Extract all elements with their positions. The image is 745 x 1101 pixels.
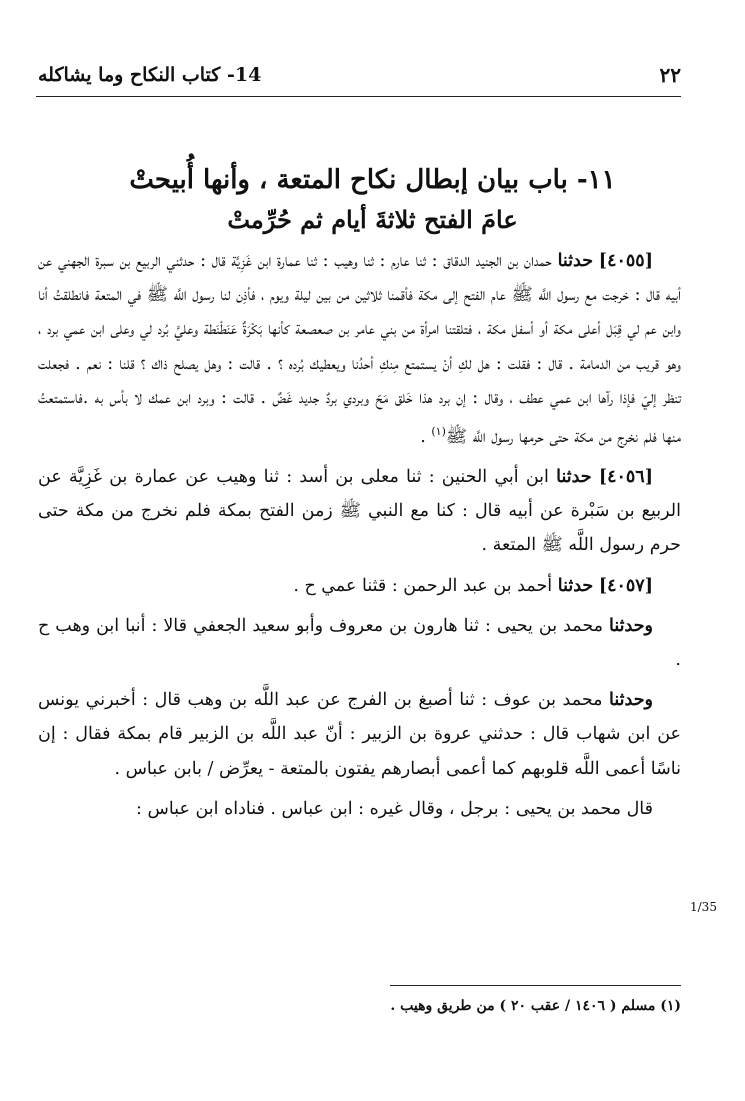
hadith-keyword: حدثنا bbox=[556, 467, 592, 488]
page-header bbox=[38, 58, 681, 92]
chapter-title-line1: ١١- باب بيان إبطال نكاح المتعة ، وأنها أُبيحتْ bbox=[129, 165, 616, 195]
chain-text: قال محمد بن يحيى : برجل ، وقال غيره : ابن عباس . فناداه ابن عباس : bbox=[136, 798, 653, 819]
chain-keyword: وحدثنا bbox=[609, 615, 653, 636]
chain-text: محمد بن يحيى : ثنا هارون بن معروف وأبو سعيد الجعفي قالا : أنبا ابن وهب ح . bbox=[38, 615, 681, 671]
chapter-title-line2: عامَ الفتح ثلاثةَ أيام ثم حُرِّمتْ bbox=[227, 205, 518, 234]
header-rule bbox=[36, 96, 681, 97]
chain-text: محمد بن عوف : ثنا أصبغ بن الفرج عن عبد اللَّه بن وهب قال : أخبرني يونس عن ابن شهاب قال : حدثني عروة بن الزبير : أنّ عبد اللَّه بن الزبير قام بمكة فقال : إن ناسًا أعمى اللَّه قلوبهم كما أعمى أبصارهم يفتون بالمتعة - يعرِّض / بابن عباس . bbox=[38, 690, 681, 779]
hadith-4057 bbox=[38, 569, 681, 603]
book-title: 14- كتاب النكاح وما يشاكله bbox=[38, 64, 262, 86]
hadith-number: [٤٠٥٧] bbox=[598, 575, 653, 596]
footnote: (١) مسلم ( ١٤٠٦ / عقب ٢٠ ) من طريق وهيب . bbox=[390, 998, 681, 1014]
chain-paragraph-c bbox=[38, 792, 681, 826]
hadith-end: . bbox=[420, 426, 432, 447]
page-number: ٢٢ bbox=[659, 63, 681, 87]
hadith-4056 bbox=[38, 460, 681, 563]
hadith-text: أحمد بن عبد الرحمن : قثنا عمي ح . bbox=[293, 575, 553, 596]
chapter-heading bbox=[60, 160, 685, 240]
hadith-4055 bbox=[38, 244, 681, 454]
chain-paragraph-b bbox=[38, 683, 681, 786]
chain-paragraph-a bbox=[38, 609, 681, 677]
hadith-number: [٤٠٥٦] bbox=[598, 467, 653, 488]
chain-keyword: وحدثنا bbox=[609, 690, 653, 711]
hadith-keyword: حدثنا bbox=[557, 251, 594, 271]
footnote-marker: (١) bbox=[431, 425, 446, 439]
manuscript-folio-note: 1/35 bbox=[690, 900, 717, 914]
footnote-rule bbox=[390, 985, 681, 986]
hadith-text: حمدان بن الجنيد الدقاق : ثنا عارم : ثنا وهيب : ثنا عمارة ابن غَزِيَّة قال : حدثني الربيع بن سبرة الجهني عن أبيه قال : خرجت مع رسول اللَّه ﷺ عام الفتح إلى مكة فأقمنا ثلاثين من بين ليلة ويوم ، فأذِن لنا رسول اللَّه ﷺ في المتعة فانطلقتُ أنا وابن عم لي قِبَل أعلى مكة أو أسفل مكة ، فتلقتنا امرأة من بني عامر بن صعصعة كأنها بَكْرَةٌ عَنَطْنَطة وعليَّ بُرد لي وعلى ابن عمي برد ، وهو قريب من الدمامة . قال : فقلت : هل لكِ أنْ يستمتع مِنكِ أحدُنا ويعطيك بُرده ؟ . قالت : وهل يصلح ذاك ؟ قلنا : نعم . فجعلت تنظر إليّ فإذا رآها ابن عمي عطف ، وقال : إن برد هذا خَلق مَحّ وبردي بردٌ جديد غَضٌ . قالت : وبرد ابن عمك لا بأس به .فاستمتعتُ منها فلم نخرج من مكة حتى حرمها رسول اللَّه ﷺ bbox=[38, 251, 681, 447]
hadith-keyword: حدثنا bbox=[557, 575, 594, 596]
hadith-text: ابن أبي الحنين : ثنا معلى بن أسد : ثنا وهيب عن عمارة بن غَزِيَّة عن الربيع بن سَبْرة عن أبيه قال : كنا مع النبي ﷺ زمن الفتح بمكة فلم نخرج من مكة حتى حرم رسول اللَّه ﷺ المتعة . bbox=[38, 467, 681, 556]
hadith-number: [٤٠٥٥] bbox=[598, 251, 653, 271]
main-text bbox=[38, 244, 681, 826]
